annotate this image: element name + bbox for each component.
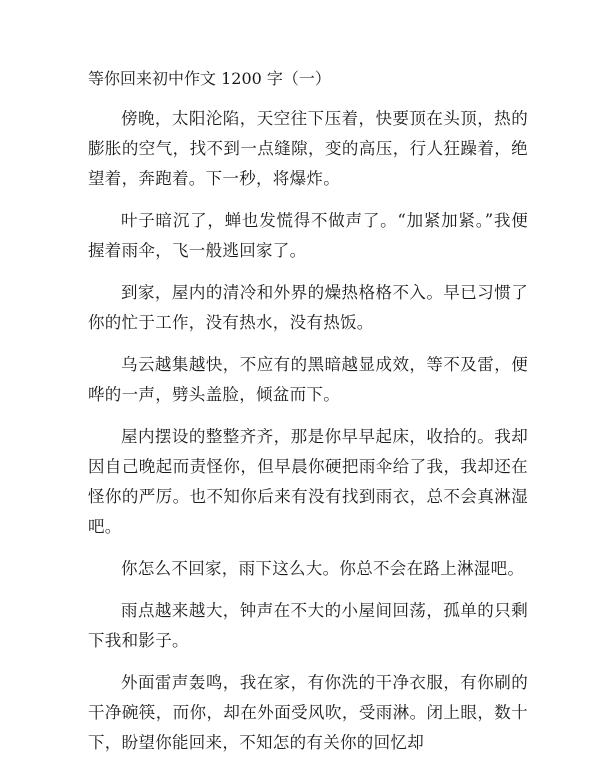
paragraph-1: 傍晚，太阳沦陷，天空往下压着，快要顶在头顶，热的膨胀的空气，找不到一点缝隙，变的高压，行人狂躁着，绝望着，奔跑着。下一秒，将爆炸。: [88, 109, 528, 188]
paragraph-7: 雨点越来越大，钟声在不大的小屋间回荡，孤单的只剩下我和影子。: [88, 601, 528, 650]
paragraph-2: 叶子暗沉了，蝉也发慌得不做声了。“加紧加紧。”我便握着雨伞，飞一般逃回家了。: [88, 211, 528, 260]
paragraph-3: 到家，屋内的清冷和外界的燥热格格不入。早已习惯了你的忙于工作，没有热水，没有热饭。: [88, 283, 528, 332]
paragraph-6: 你怎么不回家，雨下这么大。你总不会在路上淋湿吧。: [121, 559, 525, 578]
document-page: [88, 66, 528, 770]
paragraph-8: 外面雷声轰鸣，我在家，有你洗的干净衣服，有你刷的干净碗筷，而你，却在外面受风吹，受雨淋。闭上眼，数十下，盼望你能回来，不知怎的有关你的回忆却: [88, 673, 528, 752]
document-title: 等你回来初中作文 1200 字（一）: [88, 69, 331, 88]
paragraph-4: 乌云越集越快，不应有的黑暗越显成效，等不及雷，便哗的一声，劈头盖脸，倾盆而下。: [88, 355, 528, 404]
paragraph-5: 屋内摆设的整整齐齐，那是你早早起床，收拾的。我却因自己晚起而责怪你，但早晨你硬把雨伞给了我，我却还在怪你的严厉。也不知你后来有没有找到雨衣，总不会真淋湿吧。: [88, 427, 528, 536]
